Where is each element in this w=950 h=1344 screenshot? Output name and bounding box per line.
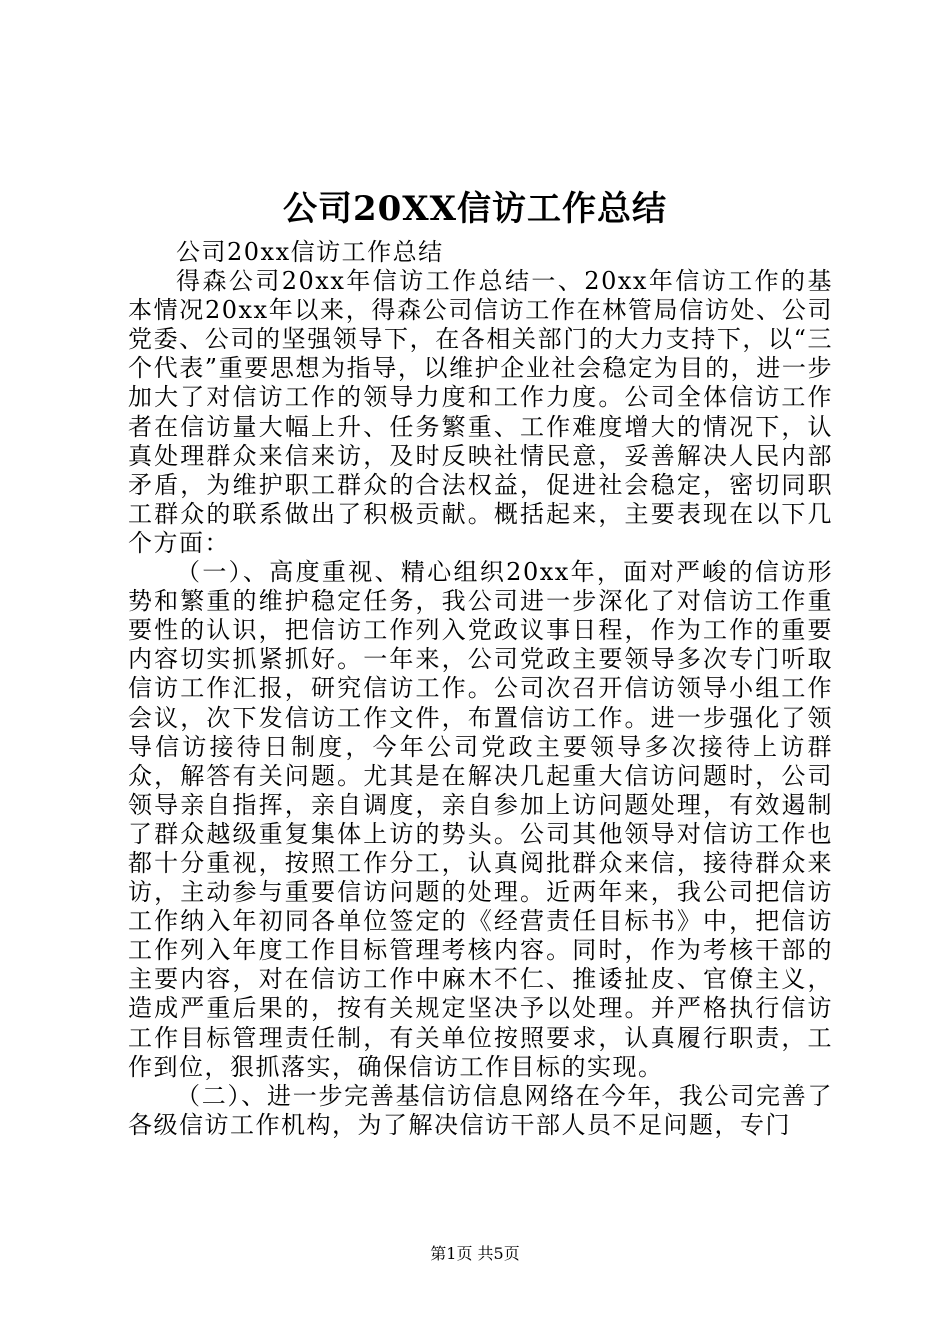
paragraph-subtitle: 公司20xx信访工作总结 — [176, 238, 444, 266]
page-number-footer: 第1页 共5页 — [430, 1244, 520, 1263]
paragraph-section-1: （一）、高度重视、精心组织20xx年，面对严峻的信访形势和繁重的维护稳定任务，我公司进一步深化了对信访工作重要性的认识，把信访工作列入党政议事日程，作为工作的重要内容切实抓紧抓好。一年来，公司党政主要领导多次专门听取信访工作汇报，研究信访工作。公司次召开信访领导小组工作会议，次下发信访工作文件，布置信访工作。进一步强化了领导信访接待日制度，今年公司党政主要领导多次接待上访群众，解答有关问题。尤其是在解决几起重大信访问题时，公司领导亲自指挥，亲自调度，亲自参加上访问题处理，有效遏制了群众越级重复集体上访的势头。公司其他领导对信访工作也都十分重视，按照工作分工，认真阅批群众来信，接待群众来访，主动参与重要信访问题的处理。近两年来，我公司把信访工作纳入年初同各单位签定的《经营责任目标书》中，把信访工作列入年度工作目标管理考核内容。同时，作为考核干部的主要内容，对在信访工作中麻木不仁、推诿扯皮、官僚主义，造成严重后果的，按有关规定坚决予以处理。并严格执行信访工作目标管理责任制，有关单位按照要求，认真履行职责，工作到位，狠抓落实，确保信访工作目标的实现。 — [128, 558, 833, 1081]
paragraph-overview: 得森公司20xx年信访工作总结一、20xx年信访工作的基本情况20xx年以来，得森公司信访工作在林管局信访处、公司党委、公司的坚强领导下，在各相关部门的大力支持下，以“三个代表”重要思想为指导，以维护企业社会稳定为目的，进一步加大了对信访工作的领导力度和工作力度。公司全体信访工作者在信访量大幅上升、任务繁重、工作难度增大的情况下，认真处理群众来信来访，及时反映社情民意，妥善解决人民内部矛盾，为维护职工群众的合法权益，促进社会稳定，密切同职工群众的联系做出了积极贡献。概括起来，主要表现在以下几个方面： — [128, 267, 833, 557]
document-title: 公司20XX信访工作总结 — [282, 189, 668, 229]
paragraph-section-2: （二）、进一步完善基信访信息网络在今年，我公司完善了各级信访工作机构，为了解决信访干部人员不足问题，专门 — [128, 1081, 833, 1139]
document-body — [128, 238, 833, 1140]
